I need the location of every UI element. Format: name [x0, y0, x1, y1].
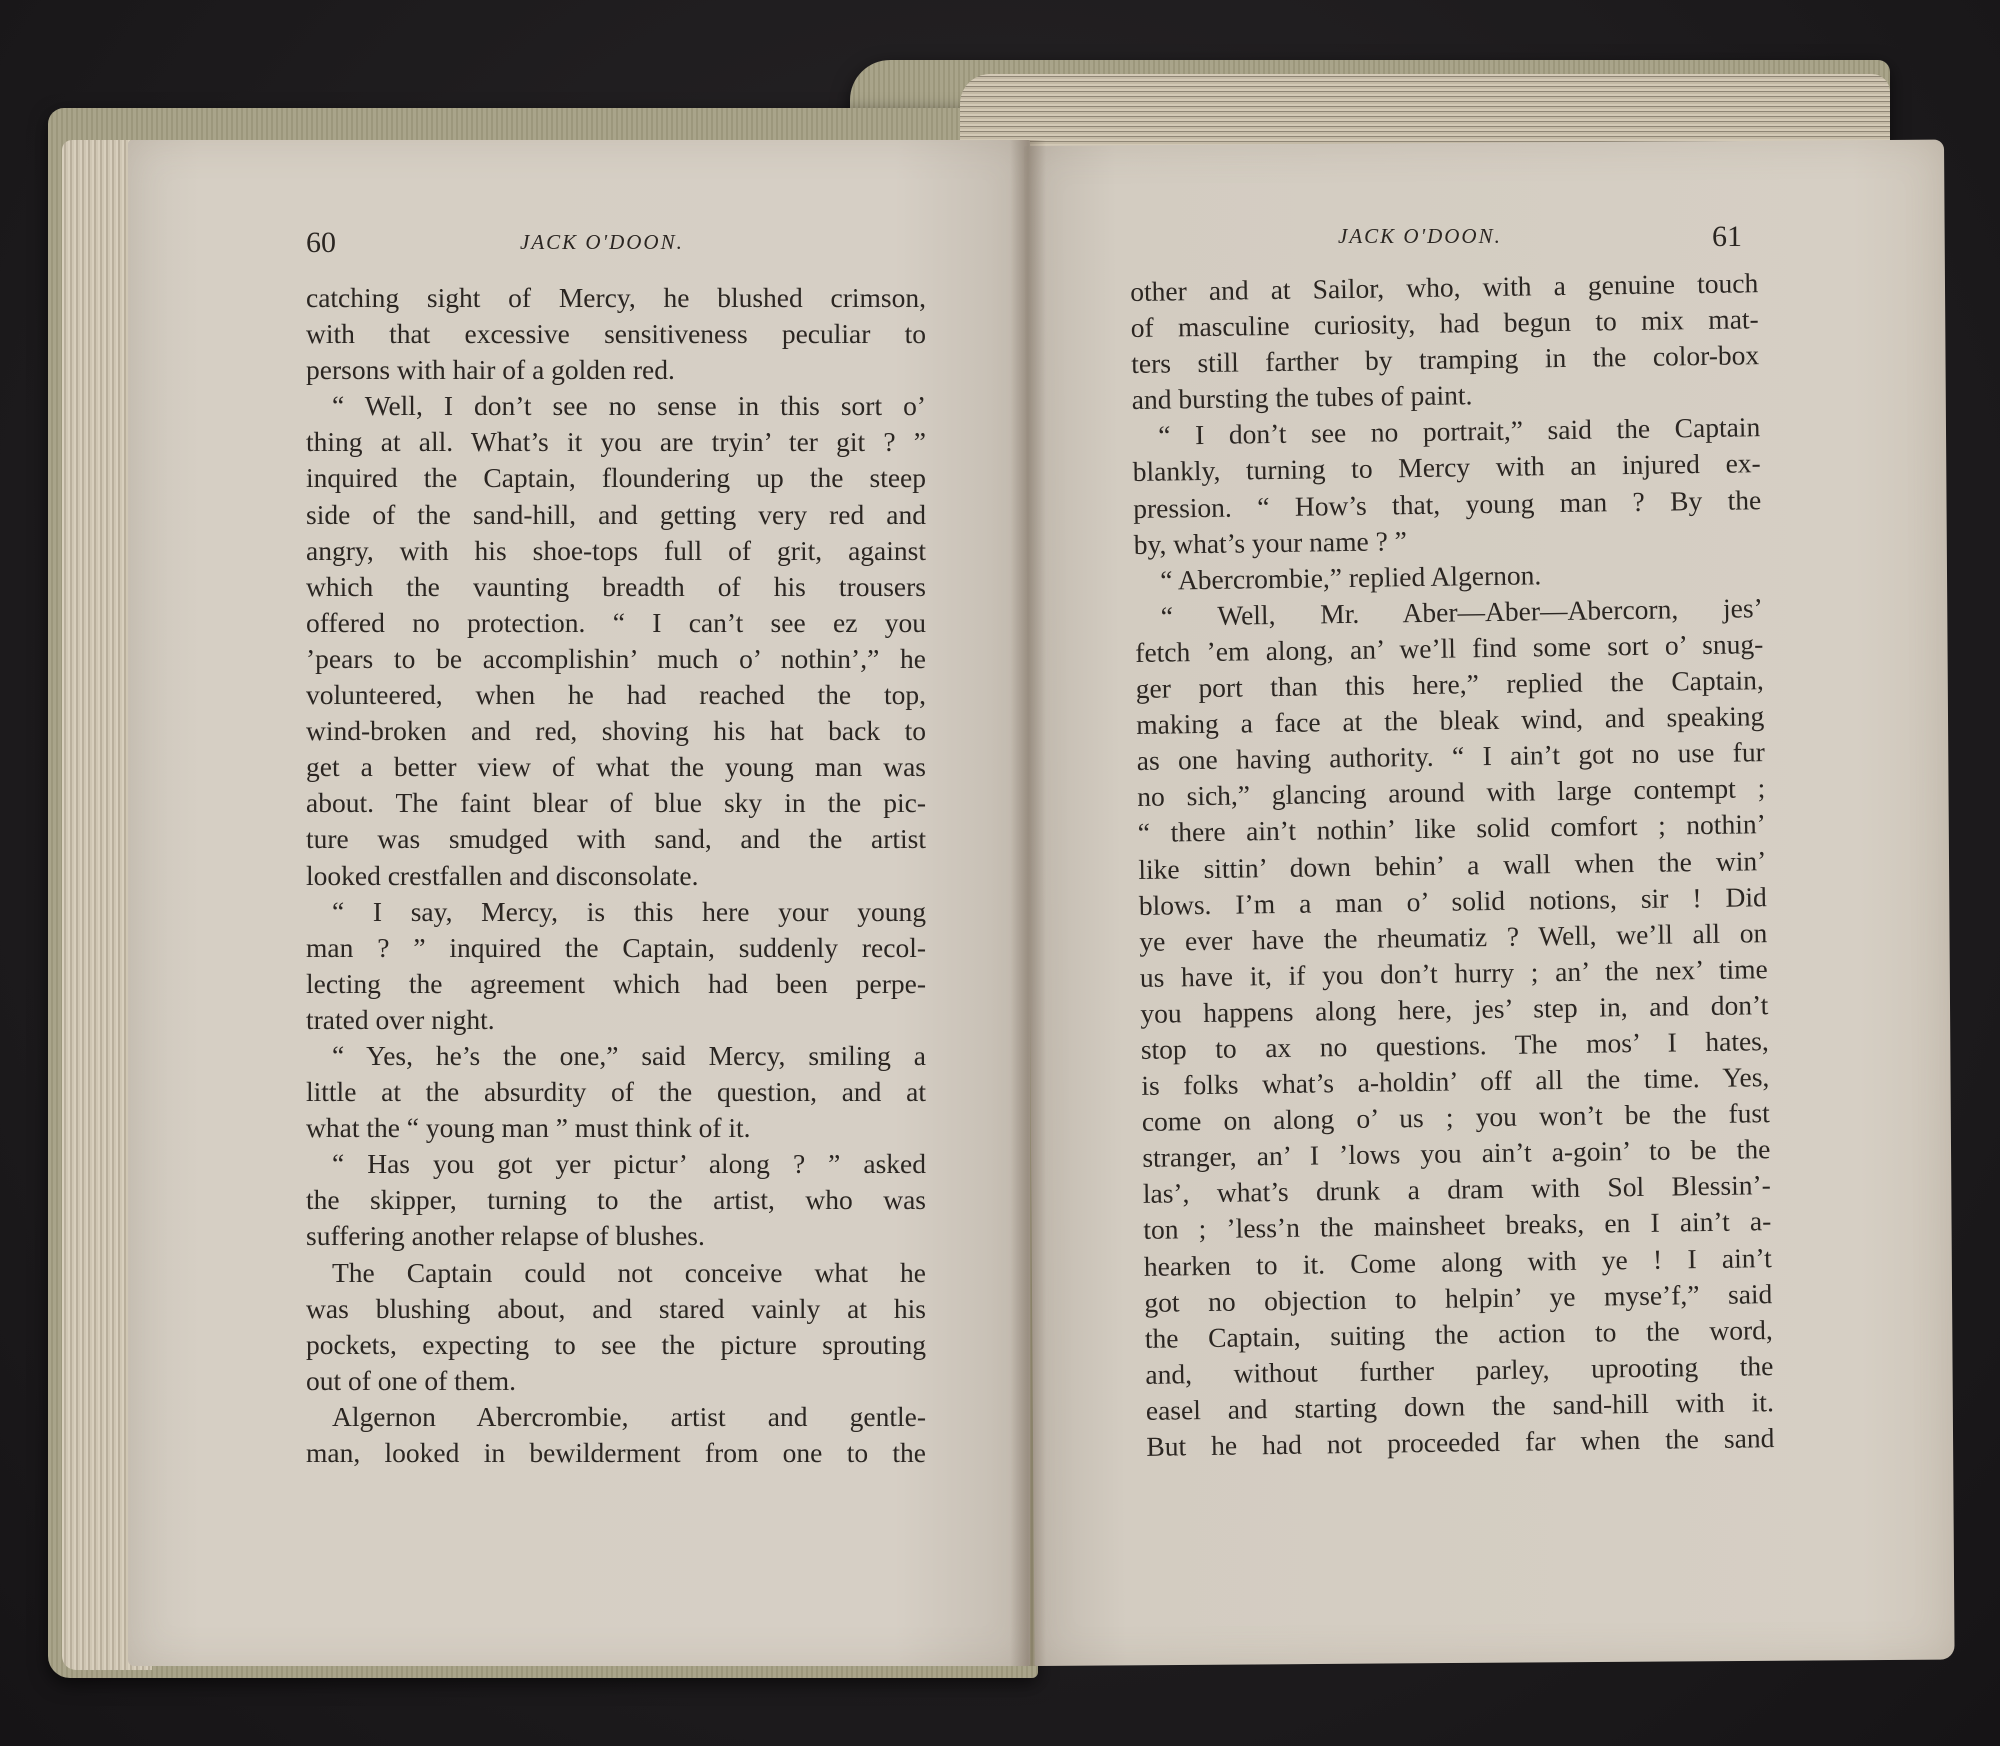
text-line: offered no protection. “ I can’t see ez you	[306, 606, 926, 638]
text-line: was blushing about, and stared vainly at his	[306, 1292, 926, 1324]
text-line: fetch ’em along, an’ we’ll find some sort o’ snug-	[1135, 628, 1764, 668]
left-running-head: JACK O'DOON.	[520, 230, 684, 254]
text-line: the Captain, suiting the action to the word,	[1144, 1313, 1774, 1354]
text-line: Algernon Abercrombie, artist and gentle-	[332, 1400, 926, 1432]
text-line: looked crestfallen and disconsolate.	[306, 859, 699, 891]
text-line: stop to ax no questions. The mos’ I hates,	[1140, 1025, 1769, 1065]
text-line: blows. I’m a man o’ solid notions, sir ! Did	[1138, 880, 1767, 921]
text-line: come on along o’ us ; you won’t be the fust	[1141, 1097, 1770, 1138]
text-line: by, what’s your name ? ”	[1133, 524, 1408, 560]
text-line: ’pears to be accomplishin’ much o’ nothin’,” he	[306, 642, 926, 674]
text-line: inquired the Captain, floundering up the steep	[306, 462, 926, 494]
text-line: with that excessive sensitiveness peculiar to	[306, 318, 926, 350]
text-line: got no objection to helpin’ ye myse’f,” said	[1144, 1277, 1773, 1318]
text-line: and bursting the tubes of paint.	[1131, 379, 1473, 416]
book-gutter	[1010, 140, 1046, 1666]
text-line: The Captain could not conceive what he	[332, 1256, 926, 1288]
left-page-number: 60	[306, 226, 336, 259]
text-line: other and at Sailor, who, with a genuine touch	[1130, 267, 1759, 307]
text-line: of masculine curiosity, had begun to mix mat-	[1130, 303, 1759, 344]
text-line: lecting the agreement which had been perpe-	[306, 967, 926, 999]
text-line: hearken to it. Come along with ye ! I ain’t	[1143, 1241, 1773, 1282]
text-line: which the vaunting breadth of his trousers	[306, 570, 926, 602]
text-line: pockets, expecting to see the picture sprouting	[306, 1328, 926, 1360]
text-line: angry, with his shoe-tops full of grit, against	[306, 534, 926, 566]
text-line: out of one of them.	[306, 1364, 517, 1396]
text-line: ters still farther by tramping in the color-box	[1131, 339, 1760, 380]
text-line: But he had not proceeded far when the sand	[1146, 1422, 1775, 1462]
text-line: thing at all. What’s it you are tryin’ ter git ? ”	[306, 426, 926, 458]
right-page-number: 61	[1712, 220, 1742, 253]
text-line: catching sight of Mercy, he blushed crimson,	[306, 282, 926, 313]
text-line: little at the absurdity of the question, and at	[306, 1076, 926, 1108]
text-line: and, without further parley, uprooting the	[1145, 1349, 1774, 1390]
text-line: “ there ain’t nothin’ like solid comfort ; nothin’	[1137, 808, 1766, 849]
text-line: trated over night.	[306, 1003, 495, 1035]
text-line: suffering another relapse of blushes.	[306, 1220, 705, 1252]
text-line: making a face at the bleak wind, and speaking	[1136, 700, 1765, 741]
left-page-body	[306, 280, 926, 1471]
text-line: ture was smudged with sand, and the artist	[306, 823, 926, 855]
text-line: stranger, an’ I ’lows you ain’t a-goin’ to be the	[1142, 1133, 1771, 1174]
text-line: as one having authority. “ I ain’t got no use fur	[1136, 736, 1765, 777]
text-line: “ Well, Mr. Aber—Aber—Abercorn, jes’	[1160, 592, 1763, 632]
right-running-head: JACK O'DOON.	[1338, 224, 1502, 248]
text-line: no sich,” glancing around with large contempt ;	[1137, 772, 1766, 813]
text-line: like sittin’ down behin’ a wall when the win’	[1138, 844, 1767, 885]
text-line: you happens along here, jes’ step in, and don’t	[1140, 989, 1769, 1029]
text-line: what the “ young man ” must think of it.	[306, 1112, 751, 1144]
text-line: blankly, turning to Mercy with an injured ex-	[1132, 447, 1761, 488]
text-line: the skipper, turning to the artist, who was	[306, 1184, 926, 1216]
text-line: us have it, if you don’t hurry ; an’ the nex’ time	[1139, 952, 1768, 993]
text-line: “ Has you got yer pictur’ along ? ” asked	[332, 1148, 926, 1180]
text-line: man ? ” inquired the Captain, suddenly recol-	[306, 931, 926, 963]
text-line: ton ; ’less’n the mainsheet breaks, en I ain’t a-	[1143, 1205, 1772, 1246]
text-line: “ Yes, he’s the one,” said Mercy, smiling a	[332, 1039, 926, 1071]
text-line: “ I don’t see no portrait,” said the Captain	[1158, 411, 1761, 451]
text-line: easel and starting down the sand-hill with it.	[1145, 1386, 1775, 1426]
text-line: volunteered, when he had reached the top,	[306, 679, 926, 711]
text-line: about. The faint blear of blue sky in the pic-	[306, 787, 926, 819]
text-line: ger port than this here,” replied the Captain,	[1135, 664, 1764, 704]
text-line: ye ever have the rheumatiz ? Well, we’ll all on	[1139, 916, 1768, 957]
text-line: “ Abercrombie,” replied Algernon.	[1160, 559, 1542, 596]
text-line: “ I say, Mercy, is this here your young	[332, 895, 926, 927]
text-line: persons with hair of a golden red.	[306, 354, 675, 386]
text-line: get a better view of what the young man was	[306, 751, 926, 783]
text-line: las’, what’s drunk a dram with Sol Blessin’-	[1142, 1169, 1771, 1210]
text-line: pression. “ How’s that, young man ? By the	[1133, 483, 1762, 524]
text-line: wind-broken and red, shoving his hat back to	[306, 715, 926, 747]
right-page-body	[1130, 265, 1775, 1465]
text-line: man, looked in bewilderment from one to the	[306, 1437, 926, 1468]
text-line: side of the sand-hill, and getting very red and	[306, 498, 926, 530]
text-line: is folks what’s a-holdin’ off all the time. Yes,	[1141, 1061, 1770, 1101]
text-line: “ Well, I don’t see no sense in this sort o’	[332, 390, 926, 422]
